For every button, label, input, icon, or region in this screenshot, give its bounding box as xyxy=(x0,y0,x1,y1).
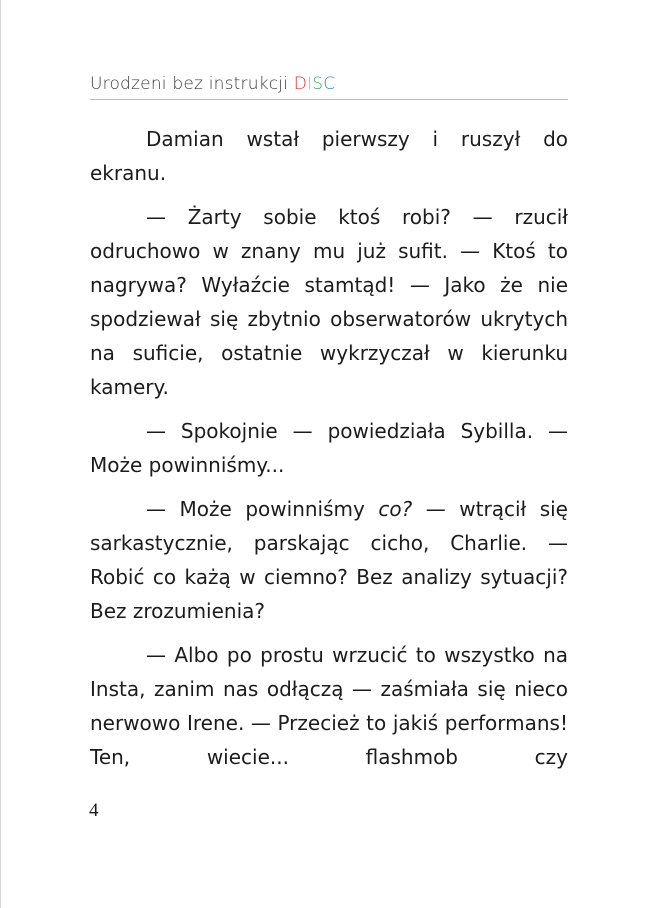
paragraph xyxy=(90,638,568,774)
paragraph xyxy=(90,414,568,482)
paragraph-text: — Może powinniśmy xyxy=(146,497,379,521)
header-divider xyxy=(90,99,568,100)
header-title: Urodzeni bez instrukcji xyxy=(90,74,294,94)
paragraph xyxy=(90,122,568,190)
page-edge xyxy=(0,0,1,908)
paragraph xyxy=(90,492,568,628)
disc-letter-s: S xyxy=(312,74,324,94)
header-disc xyxy=(294,74,336,94)
paragraph-text: — Albo po prostu wrzucić to wszystko na Insta, zanim nas odłączą — zaśmiała się nieco nerwowo Irene. — Przecież to jakiś performans! Ten, wiecie... flashmob czy xyxy=(90,643,568,769)
paragraph-text: Damian wstał pierwszy i ruszył do ekranu. xyxy=(90,127,568,185)
italic-text: co? xyxy=(378,497,413,521)
paragraph-text: — Żarty sobie ktoś robi? — rzucił odruchowo w znany mu już sufit. — Ktoś to nagrywa? Wyłaźcie stamtąd! — Jako że nie spodziewał się zbytnio obserwatorów ukrytych na suficie, ostatnie wykrzyczał w kierunku kamery. xyxy=(90,205,568,399)
paragraph xyxy=(90,200,568,404)
body-text xyxy=(90,122,568,774)
paragraph-text: — wtrącił się sarkastycznie, parskając cicho, Charlie. — Robić co każą w ciemno? Bez analizy sytuacji? Bez zrozumienia? xyxy=(90,497,568,623)
page-number: 4 xyxy=(89,800,99,821)
running-header xyxy=(90,72,568,96)
disc-letter-d: D xyxy=(293,74,308,94)
paragraph-text: — Spokojnie — powiedziała Sybilla. — Może powinniśmy... xyxy=(90,419,568,477)
disc-letter-c: C xyxy=(323,74,336,94)
disc-letter-i: I xyxy=(307,74,313,94)
